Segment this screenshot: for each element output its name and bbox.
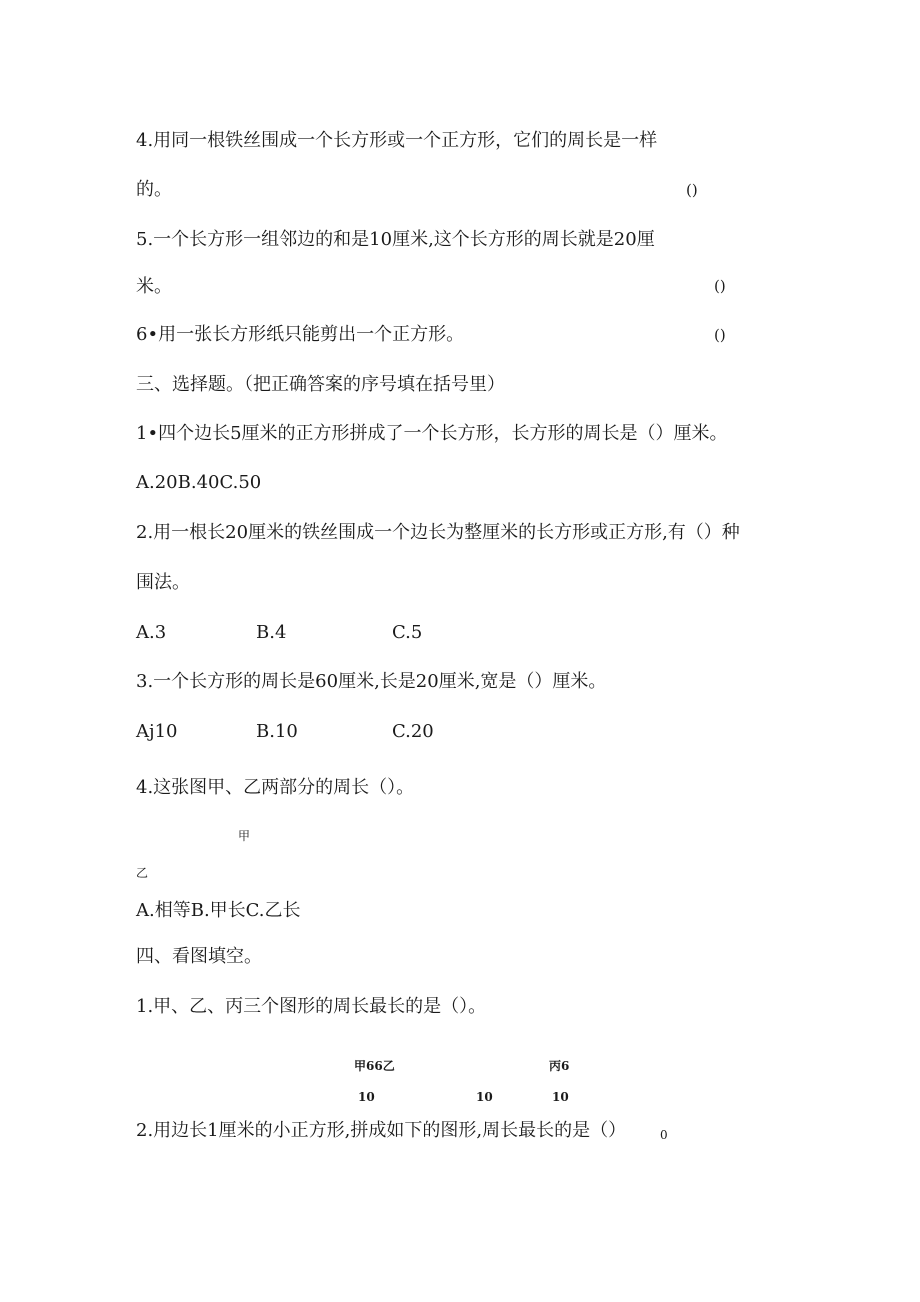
judge-q6-line: 6•用一张长方形纸只能剪出一个正方形。	[136, 324, 465, 345]
choice-q2-line1: 2.用一根长20厘米的铁丝围成一个边长为整厘米的长方形或正方形,有（）种	[136, 522, 740, 543]
choice-q2-option-a: A.3	[136, 622, 167, 643]
judge-q6-bracket: ()	[714, 326, 726, 344]
fill-fig-bottom-3: 10	[552, 1090, 569, 1104]
choice-q1: 1•四个边长5厘米的正方形拼成了一个长方形，长方形的周长是（）厘米。	[136, 423, 728, 444]
choice-q3-option-b: B.10	[256, 721, 298, 742]
choice-q1-options: A.20B.40C.50	[136, 472, 262, 493]
fill-q2-tail: 0	[660, 1128, 668, 1142]
fill-q2: 2.用边长1厘米的小正方形,拼成如下的图形,周长最长的是（）	[136, 1120, 627, 1141]
choice-q4-label-jia: 甲	[238, 829, 251, 843]
choice-q2-option-b: B.4	[256, 622, 287, 643]
judge-q4-line1: 4.用同一根铁丝围成一个长方形或一个正方形，它们的周长是一样	[136, 130, 658, 151]
choice-q4-options: A.相等B.甲长C.乙长	[136, 900, 301, 921]
choice-q3-option-c: C.20	[392, 721, 434, 742]
choice-q3-option-a: Aj10	[136, 721, 178, 742]
judge-q5-line1: 5.一个长方形一组邻边的和是10厘米,这个长方形的周长就是20厘	[136, 229, 655, 250]
fill-fig-label-2: 丙6	[549, 1059, 570, 1073]
judge-q4-bracket: ()	[686, 181, 698, 199]
fill-q1: 1.甲、乙、丙三个图形的周长最长的是（）。	[136, 996, 487, 1017]
choice-q4-label-yi: 乙	[136, 866, 149, 880]
judge-q5-line2: 米。	[136, 276, 172, 297]
choice-q4: 4.这张图甲、乙两部分的周长（）。	[136, 777, 415, 798]
choice-q3: 3.一个长方形的周长是60厘米,长是20厘米,宽是（）厘米。	[136, 671, 607, 692]
judge-q5-bracket: ()	[714, 277, 726, 295]
fill-fig-bottom-2: 10	[476, 1090, 493, 1104]
choice-q2-option-c: C.5	[392, 622, 423, 643]
fill-fig-label-1: 甲66乙	[354, 1059, 395, 1073]
fill-heading: 四、看图填空。	[136, 946, 262, 967]
choice-heading: 三、选择题。（把正确答案的序号填在括号里）	[136, 374, 505, 395]
judge-q4-line2: 的。	[136, 179, 172, 200]
choice-q2-line2: 围法。	[136, 572, 190, 593]
fill-fig-bottom-1: 10	[358, 1090, 375, 1104]
